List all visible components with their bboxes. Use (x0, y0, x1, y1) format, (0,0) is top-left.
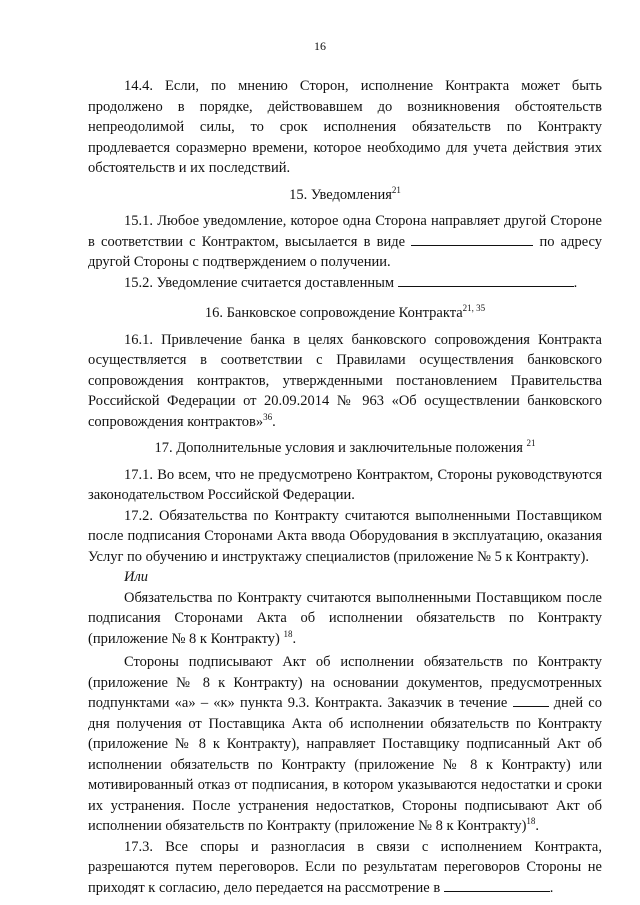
paragraph-act-text: Стороны подписывают Акт об исполнении обязательств по Контракту (приложение № 8 к Контракту) на основании документов, предусмотренных подпунктами «а» – «к» пункта 9.3. Контракта. Заказчик в течение (88, 654, 602, 711)
paragraph-alternative-end: . (292, 630, 297, 647)
paragraph-alternative-text: Обязательства по Контракту считаются выполненными Поставщиком после подписания Сторонами Акта об исполнении обязательств по Контракту (приложение № 8 к Контракту) (88, 589, 602, 647)
footnote-ref: 21 (526, 438, 536, 449)
blank-field (411, 232, 533, 246)
paragraph-17-1: 17.1. Во всем, что не предусмотрено Контрактом, Стороны руководствуются законодательством Российской Федерации. (88, 466, 602, 503)
section-heading-16 (88, 303, 602, 324)
paragraph-16-1-end: . (272, 413, 276, 430)
paragraph-17-3-text: 17.3. Все споры и разногласия в связи с исполнением Контракта, разрешаются путем переговоров. Если по результатам переговоров Стороны не приходят к согласию, дело передается на рассмотрение в (88, 838, 602, 896)
blank-field (513, 693, 549, 707)
paragraph-act-text-cont: дней со дня получения от Поставщика Акта об исполнении обязательств по Контракту (приложение № 8 к Контракту), направляет Поставщику подписанный Акт об исполнении обязательств по Контракту (приложение № 8 к Контракту) или мотивированный отказ от подписания, в котором указываются недостатки и сроки их устранения. После устранения недостатков, Стороны подписывают Акт об исполнении обязательств по Контракту (приложение № 8 к Контракту) (88, 695, 602, 834)
paragraph-15-2-end: . (573, 274, 578, 291)
blank-field (444, 878, 550, 892)
section-heading-17 (88, 438, 602, 459)
paragraph-14-4: 14.4. Если, по мнению Сторон, исполнение Контракта может быть продолжено в порядке, действовавшем до возникновения обстоятельств непреодолимой силы, то срок исполнения обязательств по Контракту продлевается соразмерно времени, которое необходимо для учета действия этих обстоятельств и их последствий. (88, 78, 602, 176)
footnote-ref: 21, 35 (462, 303, 486, 314)
paragraph-15-1-text: 15.1. Любое уведомление, которое одна Сторона направляет другой Стороне в соответствии с Контрактом, высылается в виде (88, 213, 602, 250)
alternative-marker: Или (124, 569, 149, 585)
paragraph-15-2-text: 15.2. Уведомление считается доставленным (124, 274, 395, 291)
section-heading-17-text: 17. Дополнительные условия и заключительные положения (154, 440, 523, 456)
paragraph-15-1 (88, 211, 602, 273)
paragraph-17-3 (88, 837, 602, 899)
paragraph-15-1-text-end: по адресу другой Стороны с подтверждением о получении. (88, 233, 603, 270)
paragraph-16-1 (88, 330, 602, 433)
paragraph-17-2: 17.2. Обязательства по Контракту считаются выполненными Поставщиком после подписания Сторонами Акта ввода Оборудования в эксплуатацию, оказания Услуг по обучению и инструктажу специалистов (приложение № 5 к Контракту). (88, 507, 602, 565)
document-body (88, 76, 602, 898)
blank-field (398, 273, 574, 287)
paragraph-16-1-text: 16.1. Привлечение банка в целях банковского сопровождения Контракта осуществляется в соответствии с Правилами осуществления банковского сопровождения контрактов, утвержденными постановлением Правительства Российской Федерации от 20.09.2014 № 963 «Об осуществлении банковского сопровождения контрактов» (88, 331, 602, 430)
paragraph-15-2 (88, 273, 602, 294)
section-heading-15 (88, 185, 602, 206)
section-heading-15-text: 15. Уведомления (289, 186, 392, 203)
paragraph-17-3-end: . (549, 879, 554, 896)
footnote-ref: 36 (263, 411, 273, 422)
footnote-ref: 18 (283, 628, 293, 639)
page-number: 16 (314, 39, 326, 53)
paragraph-act (88, 652, 602, 837)
section-heading-16-text: 16. Банковское сопровождение Контракта (204, 305, 463, 321)
footnote-ref: 21 (391, 184, 401, 195)
paragraph-act-end: . (535, 818, 540, 834)
footnote-ref: 18 (526, 816, 536, 827)
paragraph-alternative (88, 588, 602, 650)
